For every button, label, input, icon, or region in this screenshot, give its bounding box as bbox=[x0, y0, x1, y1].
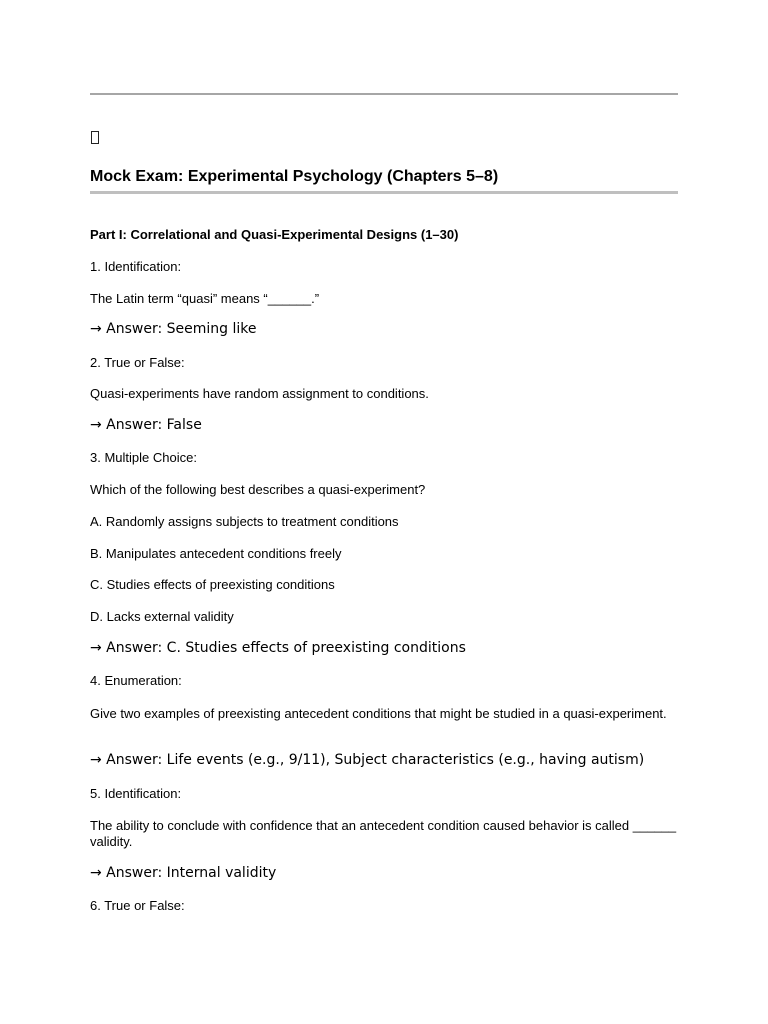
question-answer: → Answer: False bbox=[90, 417, 202, 433]
question-prompt: Which of the following best describes a quasi-experiment? bbox=[90, 482, 426, 497]
missing-glyph-icon bbox=[91, 131, 99, 144]
question-answer: → Answer: Internal validity bbox=[90, 865, 277, 881]
question-label: 1. Identification: bbox=[90, 259, 182, 274]
answer-option: C. Studies effects of preexisting conditions bbox=[90, 577, 335, 592]
question-label: 3. Multiple Choice: bbox=[90, 450, 197, 465]
question-prompt: Give two examples of preexisting antecedent conditions that might be studied in a quasi-experiment. bbox=[90, 706, 667, 721]
document-title: Mock Exam: Experimental Psychology (Chapters 5–8) bbox=[90, 168, 499, 185]
top-horizontal-rule bbox=[90, 93, 678, 95]
title-underline-rule bbox=[90, 191, 678, 194]
question-prompt: The Latin term “quasi” means “______.” bbox=[90, 291, 320, 306]
question-label: 2. True or False: bbox=[90, 355, 185, 370]
question-answer: → Answer: Seeming like bbox=[90, 321, 257, 337]
part-heading: Part I: Correlational and Quasi-Experimental Designs (1–30) bbox=[90, 227, 459, 242]
question-answer: → Answer: Life events (e.g., 9/11), Subject characteristics (e.g., having autism) bbox=[90, 752, 645, 768]
answer-option: D. Lacks external validity bbox=[90, 609, 234, 624]
answer-option: B. Manipulates antecedent conditions freely bbox=[90, 546, 342, 561]
question-prompt: Quasi-experiments have random assignment to conditions. bbox=[90, 386, 429, 401]
question-prompt: The ability to conclude with confidence that an antecedent condition caused behavior is called ______ validity. bbox=[90, 818, 677, 849]
answer-option: A. Randomly assigns subjects to treatment conditions bbox=[90, 514, 399, 529]
question-label: 4. Enumeration: bbox=[90, 673, 182, 688]
question-label: 6. True or False: bbox=[90, 898, 185, 913]
question-label: 5. Identification: bbox=[90, 786, 182, 801]
question-answer: → Answer: C. Studies effects of preexisting conditions bbox=[90, 640, 466, 656]
